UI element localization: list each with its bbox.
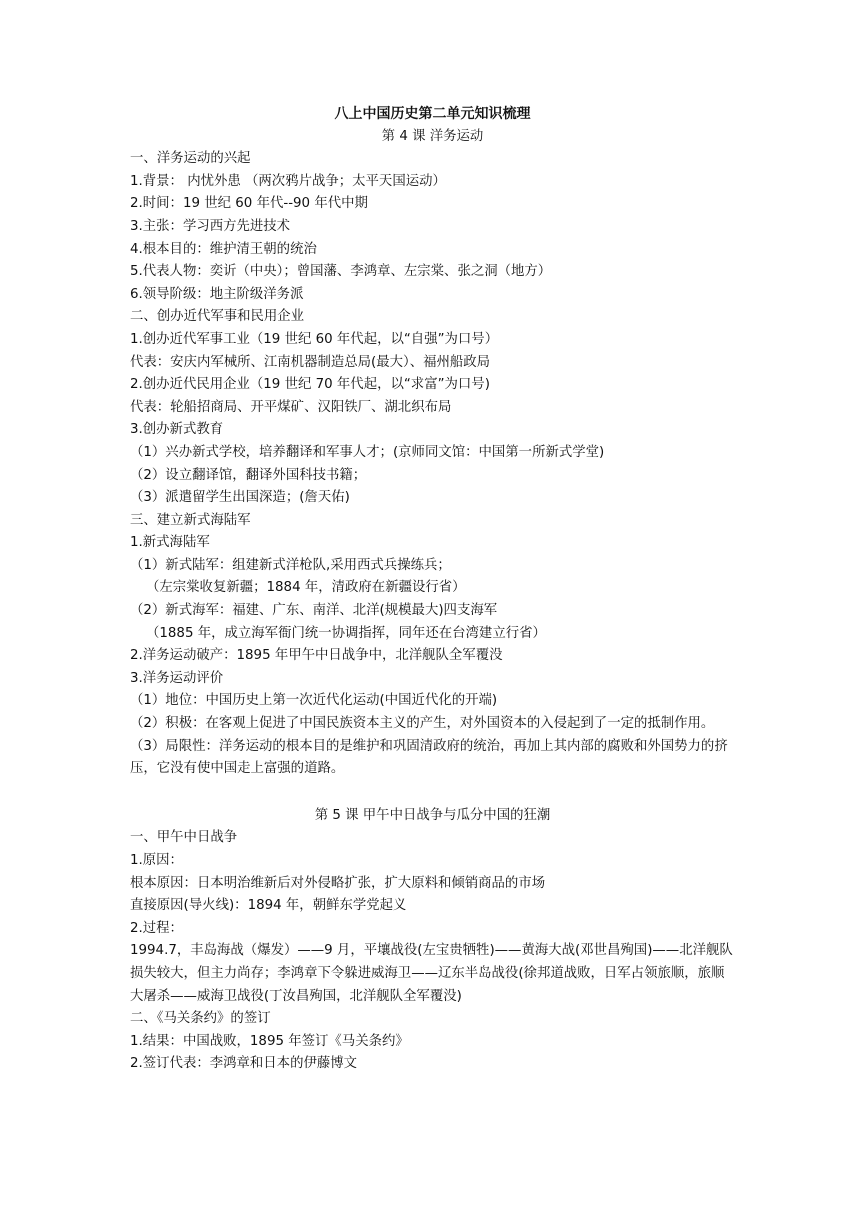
text-line: 1.背景： 内忧外患 （两次鸦片战争；太平天国运动）: [130, 173, 446, 189]
text-line-indented: （1885 年，成立海军衙门统一协调指挥，同年还在台湾建立行省）: [146, 625, 546, 641]
document-page: [130, 103, 735, 1076]
text-line: 4.根本目的：维护清王朝的统治: [130, 241, 317, 257]
text-line: 根本原因：日本明治维新后对外侵略扩张，扩大原料和倾销商品的市场: [130, 875, 546, 891]
lesson-5-body: [130, 827, 735, 1076]
lesson-4-heading: 第 4 课 洋务运动: [381, 128, 484, 144]
text-line: 2.签订代表：李鸿章和日本的伊藤博文: [130, 1056, 358, 1072]
text-line: 2.过程：: [130, 920, 183, 936]
text-line: 6.领导阶级：地主阶级洋务派: [130, 286, 304, 302]
lesson-5-heading: 第 5 课 甲午中日战争与瓜分中国的狂潮: [314, 807, 551, 823]
section-heading: 一、甲午中日战争: [130, 830, 238, 846]
text-line: 代表：安庆内军械所、江南机器制造总局(最大）、福州船政局: [130, 354, 491, 370]
text-line: 1.新式海陆军: [130, 535, 210, 551]
section-heading: 一、洋务运动的兴起: [130, 151, 251, 167]
text-line: 2.洋务运动破产：1895 年甲午中日战争中，北洋舰队全军覆没: [130, 648, 503, 664]
text-line: 2.时间：19 世纪 60 年代--90 年代中期: [130, 196, 368, 212]
text-line: 2.创办近代民用企业（19 世纪 70 年代起，以“求富”为口号): [130, 377, 490, 393]
text-line: 1.原因：: [130, 853, 183, 868]
text-line-indented: （左宗棠收复新疆；1884 年，清政府在新疆设行省）: [146, 580, 466, 596]
paragraph-positive: （2）积极：在客观上促进了中国民族资本主义的产生，对外国资本的入侵起到了一定的抵制作用。: [130, 716, 715, 732]
text-line: （1）新式陆军：组建新式洋枪队,采用西式兵操练兵；: [130, 557, 451, 573]
paragraph-process: 1994.7，丰岛海战（爆发）——9 月，平壤战役(左宝贵牺牲)——黄海大战(邓世昌殉国)——北洋舰队损失较大，但主力尚存；李鸿章下令躲进威海卫——辽东半岛战役(徐邦道战败，日军占领旅顺，旅顺大屠杀——威海卫战役(丁汝昌殉国，北洋舰队全军覆没): [130, 943, 733, 1004]
text-line: 3.洋务运动评价: [130, 670, 224, 686]
section-heading: 三、建立新式海陆军: [130, 512, 251, 528]
text-line: 1.结果：中国战败，1895 年签订《马关条约》: [130, 1033, 409, 1049]
text-line: （1）兴办新式学校，培养翻译和军事人才；(京师同文馆：中国第一所新式学堂): [130, 444, 605, 460]
text-line: 3.主张：学习西方先进技术: [130, 218, 291, 234]
text-line: （2）设立翻译馆，翻译外国科技书籍；: [130, 467, 367, 483]
text-line: 5.代表人物：奕䜣（中央）；曾国藩、李鸿章、左宗棠、张之洞（地方）: [130, 264, 552, 280]
text-line: （3）派遣留学生出国深造；(詹天佑): [130, 490, 350, 506]
text-line: （1）地位：中国历史上第一次近代化运动(中国近代化的开端): [130, 693, 498, 709]
document-title: 八上中国历史第二单元知识梳理: [334, 106, 531, 122]
lesson-4-body: [130, 148, 735, 781]
paragraph-limitations: （3）局限性：洋务运动的根本目的是维护和巩固清政府的统治，再加上其内部的腐败和外国势力的挤压，它没有使中国走上富强的道路。: [130, 738, 728, 777]
section-heading: 二、创办近代军事和民用企业: [130, 309, 305, 325]
text-line: （2）新式海军：福建、广东、南洋、北洋(规模最大)四支海军: [130, 603, 498, 619]
text-line: 代表：轮船招商局、开平煤矿、汉阳铁厂、湖北织布局: [130, 399, 452, 415]
section-heading: 二、《马关条约》的签订: [130, 1011, 271, 1027]
text-line: 1.创办近代军事工业（19 世纪 60 年代起，以“自强”为口号）: [130, 331, 499, 347]
text-line: 3.创办新式教育: [130, 422, 224, 438]
text-line: 直接原因(导火线)：1894 年，朝鲜东学党起义: [130, 898, 407, 914]
section-gap: [130, 781, 735, 805]
